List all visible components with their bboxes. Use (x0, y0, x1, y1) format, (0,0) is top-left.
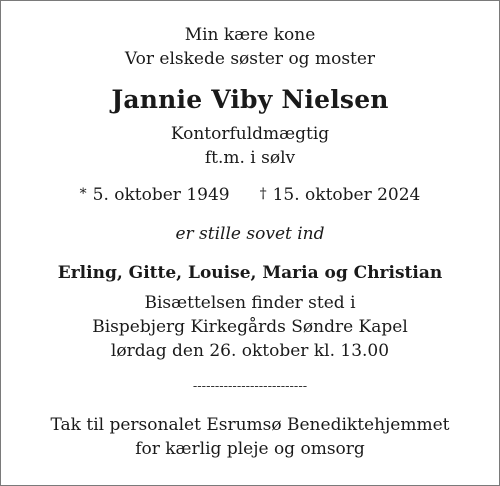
death-symbol: † (259, 186, 267, 202)
life-dates (1, 183, 499, 208)
honor: ft.m. i sølv (204, 148, 296, 168)
intro-line-1: Min kære kone (184, 25, 316, 45)
funeral-line-3: lørdag den 26. oktober kl. 13.00 (110, 341, 390, 361)
birth-date: 5. oktober 1949 (92, 185, 230, 205)
funeral-line-1: Bisættelsen finder sted i (144, 293, 356, 313)
funeral-line-2: Bispebjerg Kirkegårds Søndre Kapel (92, 317, 408, 337)
deceased-name: Jannie Viby Nielsen (111, 85, 389, 114)
thanks-line-1: Tak til personalet Esrumsø Benediktehjemmet (50, 415, 450, 435)
intro-line-2: Vor elskede søster og moster (124, 49, 376, 69)
thanks-line-2: for kærlig pleje og omsorg (135, 439, 365, 459)
occupation: Kontorfuldmægtig (170, 124, 330, 144)
death-date: 15. oktober 2024 (272, 185, 421, 205)
divider: -------------------------- (192, 379, 308, 394)
passed-away-phrase: er stille sovet ind (175, 224, 325, 244)
family-names: Erling, Gitte, Louise, Maria og Christian (57, 263, 443, 283)
birth-symbol: * (79, 186, 87, 202)
